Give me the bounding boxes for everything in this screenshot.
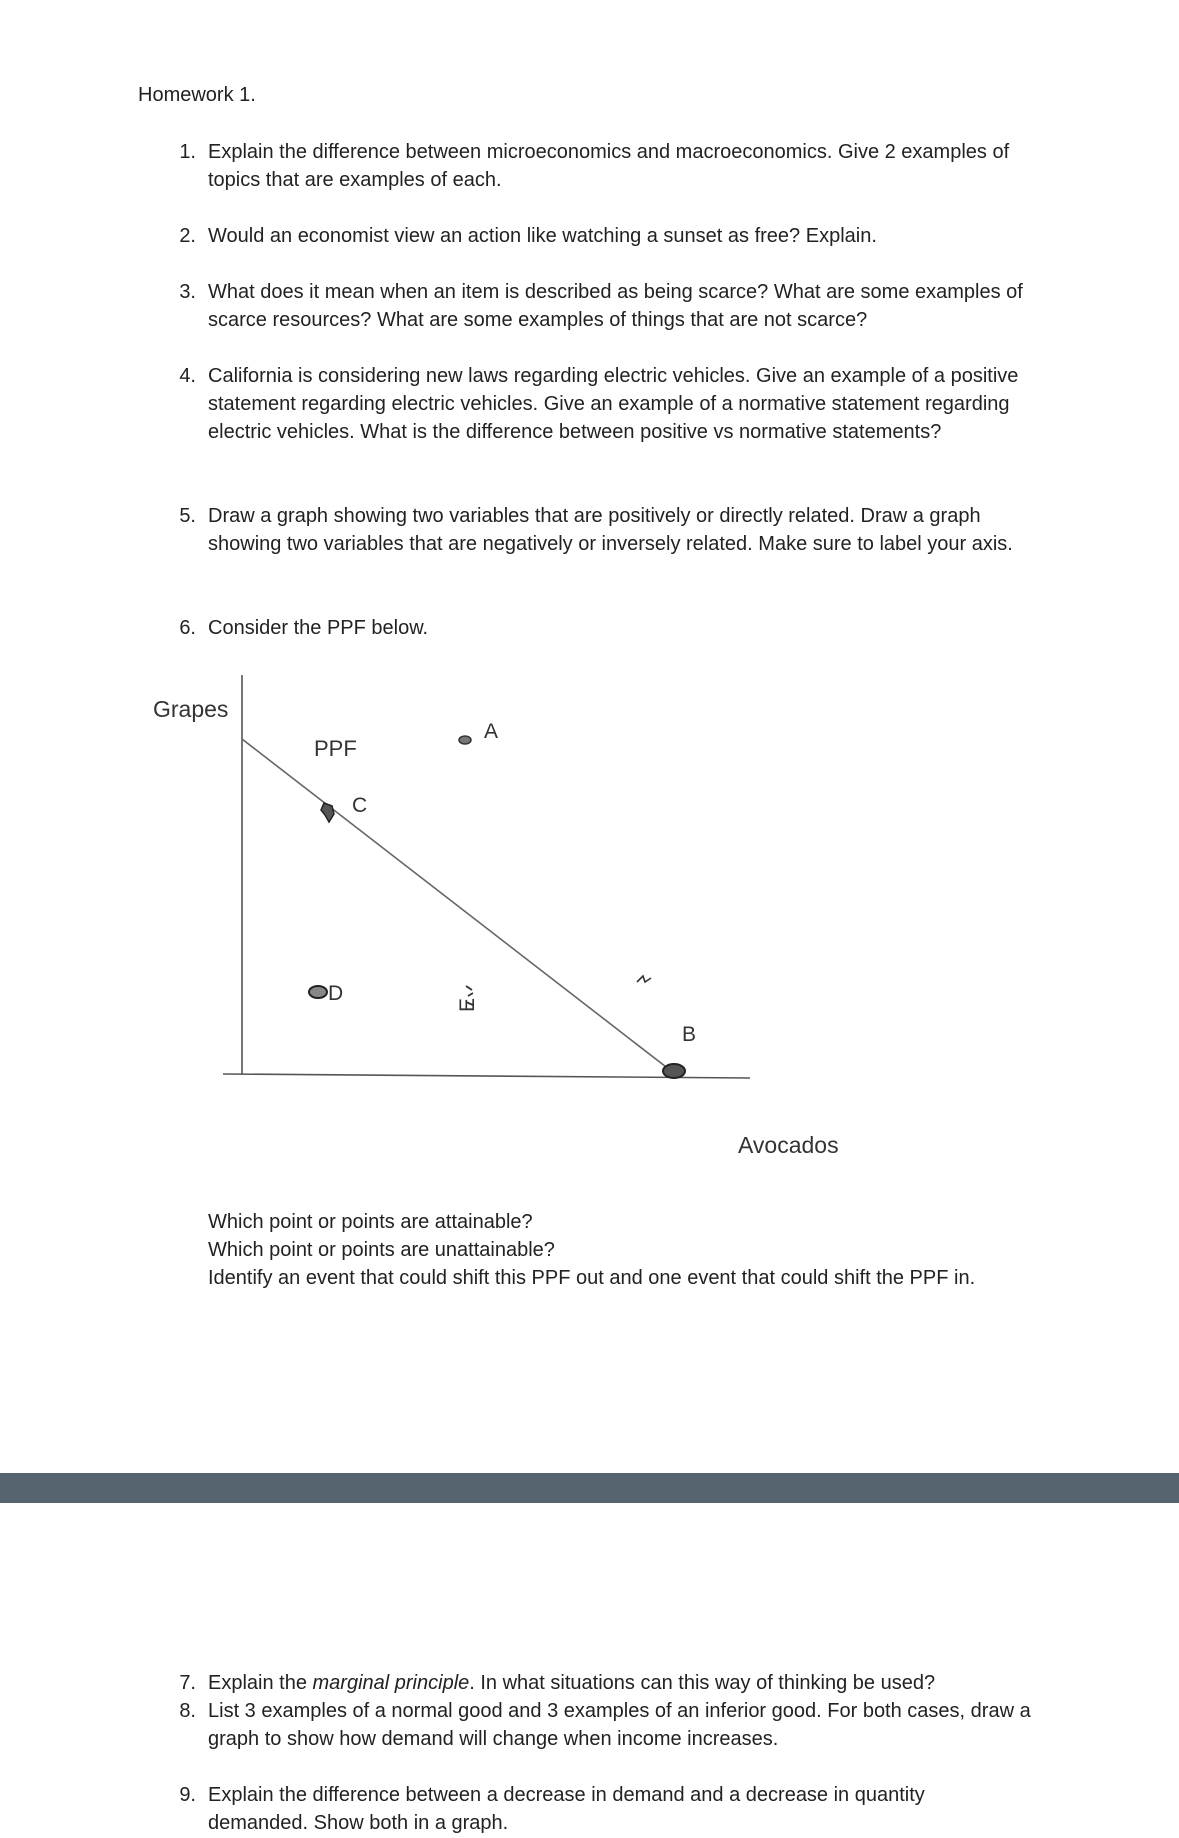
point-c-marker	[321, 803, 334, 822]
sub-question-unattainable: Which point or points are unattainable?	[208, 1239, 555, 1261]
point-e-label: E	[456, 997, 479, 1012]
point-a-marker	[459, 736, 471, 744]
question-text-part: . In what situations can this way of thinking be used?	[469, 1672, 936, 1694]
question-number: 2.	[179, 225, 196, 247]
question-text: California is considering new laws regarding electric vehicles. Give an example of a positive statement regarding electric vehicles. Give an example of a normative statement regarding electric vehicles. What is the difference between positive vs normative statements?	[208, 365, 1019, 443]
question-7	[172, 1669, 1052, 1697]
point-c-label: C	[352, 794, 368, 817]
question-number: 3.	[179, 281, 196, 303]
question-2	[172, 222, 1052, 250]
question-text: Would an economist view an action like watching a sunset as free? Explain.	[208, 225, 877, 247]
page-2	[0, 1503, 1179, 1838]
ppf-curve	[242, 739, 670, 1070]
question-text: Draw a graph showing two variables that are positively or directly related. Draw a graph showing two variables that are negatively or inversely related. Make sure to label your axis.	[208, 505, 1013, 555]
page-divider	[0, 1473, 1179, 1503]
point-a-label: A	[484, 720, 499, 743]
sub-question-attainable: Which point or points are attainable?	[208, 1211, 533, 1233]
question-5	[172, 502, 1052, 558]
question-3	[172, 278, 1052, 334]
question-number: 8.	[179, 1700, 196, 1722]
ppf-graph	[140, 660, 860, 1180]
question-9	[172, 1781, 1052, 1837]
ppf-curve-label: PPF	[314, 736, 357, 761]
marginal-principle-term: marginal principle	[312, 1672, 470, 1694]
question-number: 4.	[179, 365, 196, 387]
question-text: List 3 examples of a normal good and 3 examples of an inferior good. For both cases, draw a graph to show how demand will change when income increases.	[208, 1700, 1031, 1750]
question-number: 5.	[179, 505, 196, 527]
question-text: What does it mean when an item is described as being scarce? What are some examples of scarce resources? What are some examples of things that are not scarce?	[208, 281, 1023, 331]
point-b-label: B	[682, 1023, 697, 1046]
question-6	[172, 614, 1052, 642]
question-8	[172, 1697, 1052, 1753]
point-d-label: D	[328, 982, 344, 1005]
x-axis-label: Avocados	[738, 1132, 839, 1158]
question-1	[172, 138, 1052, 194]
y-axis-label: Grapes	[153, 696, 229, 722]
question-number: 9.	[179, 1784, 196, 1806]
homework-title: Homework 1.	[138, 84, 256, 106]
question-number: 1.	[179, 141, 196, 163]
point-d-marker	[309, 986, 327, 998]
question-number: 7.	[179, 1672, 196, 1694]
sub-question-shift: Identify an event that could shift this PPF out and one event that could shift the PPF in.	[208, 1267, 976, 1289]
ppf-sub-questions	[208, 1208, 975, 1292]
question-text: Explain the difference between microeconomics and macroeconomics. Give 2 examples of topics that are examples of each.	[208, 141, 1010, 191]
question-text: Consider the PPF below.	[208, 617, 429, 639]
question-text: Explain the difference between a decrease in demand and a decrease in quantity demanded. Show both in a graph.	[208, 1784, 925, 1834]
question-text-part: Explain the	[208, 1672, 313, 1694]
question-4	[172, 362, 1052, 446]
point-b-marker	[663, 1064, 685, 1078]
scribble-mark	[637, 976, 651, 982]
question-text	[208, 1669, 1052, 1697]
question-number: 6.	[179, 617, 196, 639]
